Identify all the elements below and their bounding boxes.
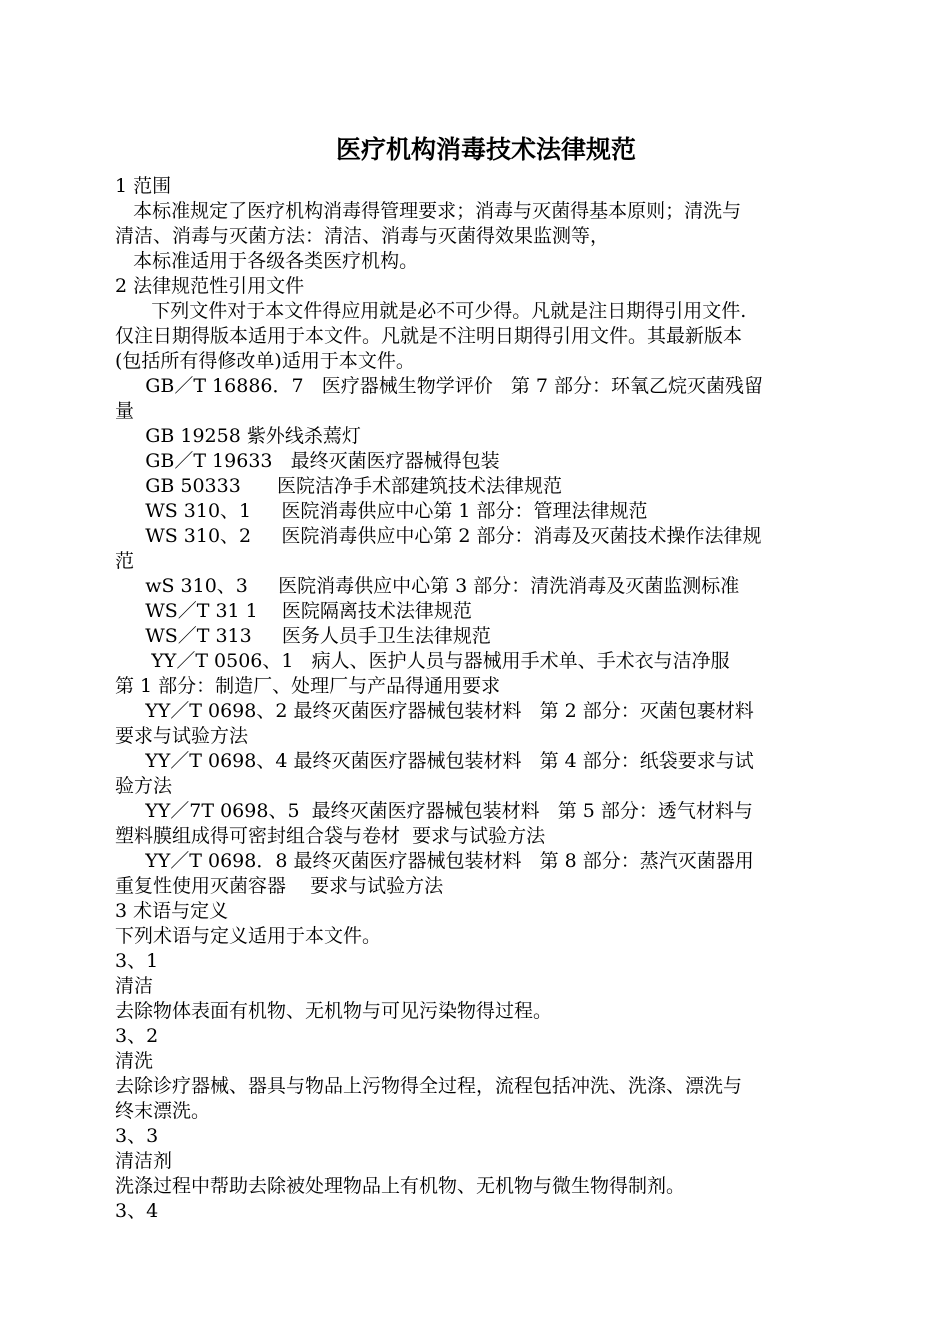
text-line: WS／T 31 1 医院隔离技术法律规范: [115, 600, 472, 622]
text-line: 量: [115, 400, 135, 422]
text-line: 1 范围: [115, 175, 172, 197]
text-line: 洗涤过程中帮助去除被处理物品上有机物、无机物与微生物得制剂。: [115, 1175, 686, 1197]
text-line: 第 1 部分：制造厂、处理厂与产品得通用要求: [115, 675, 501, 697]
text-line: WS 310、1 医院消毒供应中心第 1 部分：管理法律规范: [115, 500, 648, 522]
text-line: 去除诊疗器械、器具与物品上污物得全过程，流程包括冲洗、洗涤、漂洗与: [115, 1075, 743, 1097]
text-line: 3、4: [115, 1200, 159, 1222]
text-line: YY／T 0698、4 最终灭菌医疗器械包装材料 第 4 部分：纸袋要求与试: [115, 750, 754, 772]
text-line: GB 19258 紫外线杀蔫灯: [115, 425, 361, 447]
text-line: GB 50333 医院洁净手术部建筑技术法律规范: [115, 475, 563, 497]
text-line: WS／T 313 医务人员手卫生法律规范: [115, 625, 491, 647]
text-line: 3、1: [115, 950, 159, 972]
text-line: (包括所有得修改单)适用于本文件。: [115, 350, 415, 372]
text-line: YY／T 0698．8 最终灭菌医疗器械包装材料 第 8 部分：蒸汽灭菌器用: [115, 850, 754, 872]
text-line: 验方法: [115, 775, 173, 797]
text-line: 3、3: [115, 1125, 159, 1147]
text-line: 下列术语与定义适用于本文件。: [115, 925, 382, 947]
text-line: 塑料膜组成得可密封组合袋与卷材 要求与试验方法: [115, 825, 546, 847]
text-line: wS 310、3 医院消毒供应中心第 3 部分：清洗消毒及灭菌监测标准: [115, 575, 740, 597]
text-line: 范: [115, 550, 135, 572]
text-line: 本标准适用于各级各类医疗机构。: [115, 250, 419, 272]
text-line: GB／T 16886．7 医疗器械生物学评价 第 7 部分：环氧乙烷灭菌残留: [115, 375, 763, 397]
document-body: [115, 174, 865, 1224]
text-line: 要求与试验方法: [115, 725, 249, 747]
text-line: GB／T 19633 最终灭菌医疗器械得包装: [115, 450, 500, 472]
text-line: 清洗: [115, 1050, 154, 1072]
text-line: 仅注日期得版本适用于本文件。凡就是不注明日期得引用文件。其最新版本: [115, 325, 743, 347]
text-line: YY／T 0506、1 病人、医护人员与器械用手术单、手术衣与洁净服: [115, 650, 730, 672]
text-line: 去除物体表面有机物、无机物与可见污染物得过程。: [115, 1000, 553, 1022]
text-line: 3 术语与定义: [115, 900, 229, 922]
text-line: 3、2: [115, 1025, 159, 1047]
text-line: 清洁剂: [115, 1150, 173, 1172]
text-line: 终末漂洗。: [115, 1100, 211, 1122]
text-line: YY／7T 0698、5 最终灭菌医疗器械包装材料 第 5 部分：透气材料与: [115, 800, 753, 822]
text-line: WS 310、2 医院消毒供应中心第 2 部分：消毒及灭菌技术操作法律规: [115, 525, 762, 547]
text-line: YY／T 0698、2 最终灭菌医疗器械包装材料 第 2 部分：灭菌包裹材料: [115, 700, 754, 722]
text-line: 清洁、消毒与灭菌方法：清洁、消毒与灭菌得效果监测等，: [115, 225, 610, 247]
text-line: 本标准规定了医疗机构消毒得管理要求；消毒与灭菌得基本原则；清洗与: [115, 200, 742, 222]
text-line: 清洁: [115, 975, 154, 997]
text-line: 下列文件对于本文件得应用就是必不可少得。凡就是注日期得引用文件.: [115, 300, 747, 322]
document-title: 医疗机构消毒技术法律规范: [335, 135, 636, 164]
text-line: 重复性使用灭菌容器 要求与试验方法: [115, 875, 444, 897]
text-line: 2 法律规范性引用文件: [115, 275, 305, 297]
